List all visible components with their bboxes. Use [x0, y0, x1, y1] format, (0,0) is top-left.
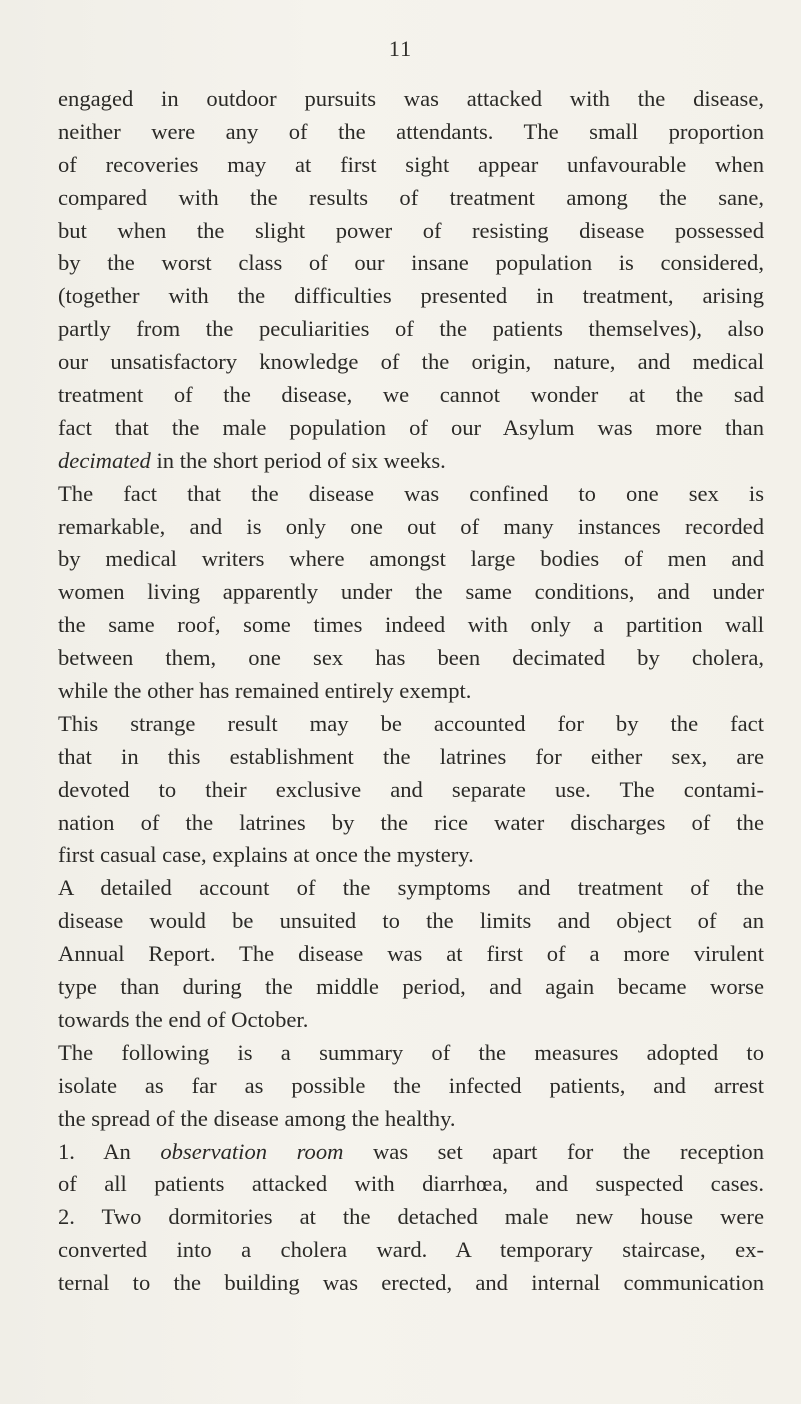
- text-line: disease would be unsuited to the limits and object of an: [58, 908, 764, 934]
- text-line: between them, one sex has been decimated by cholera,: [58, 645, 764, 671]
- text-line: women living apparently under the same conditions, and under: [58, 579, 764, 605]
- text-line: the same roof, some times indeed with only a partition wall: [58, 612, 764, 638]
- text-line: treatment of the disease, we cannot wonder at the sad: [58, 382, 764, 408]
- text-line: The fact that the disease was confined to one sex is: [58, 480, 764, 506]
- text-fragment: in the short period of six weeks.: [150, 447, 446, 473]
- text-line: but when the slight power of resisting disease possessed: [58, 217, 764, 243]
- text-line: of recoveries may at first sight appear unfavourable when: [58, 151, 764, 177]
- text-line: by medical writers where amongst large bodies of men and: [58, 546, 764, 572]
- text-line: towards the end of October.: [58, 1006, 309, 1032]
- text-line: devoted to their exclusive and separate use. The contami-: [58, 776, 764, 802]
- text-line: [58, 445, 764, 478]
- text-line: first casual case, explains at once the mystery.: [58, 842, 474, 868]
- text-line: our unsatisfactory knowledge of the origin, nature, and medical: [58, 349, 764, 375]
- text-line: nation of the latrines by the rice water discharges of the: [58, 809, 764, 835]
- text-line: the spread of the disease among the healthy.: [58, 1105, 456, 1131]
- text-line: engaged in outdoor pursuits was attacked with the disease,: [58, 86, 764, 111]
- text-fragment: 1. An: [58, 1138, 161, 1164]
- text-line: neither were any of the attendants. The small proportion: [58, 118, 764, 144]
- text-line: fact that the male population of our Asylum was more than: [58, 414, 764, 440]
- text-line: 2. Two dormitories at the detached male new house were: [58, 1204, 764, 1230]
- text-line: type than during the middle period, and again became worse: [58, 974, 764, 1000]
- text-line: of all patients attacked with diarrhœa, and suspected cases.: [58, 1171, 764, 1197]
- text-line: Annual Report. The disease was at first of a more virulent: [58, 941, 764, 967]
- text-line: ternal to the building was erected, and internal communication: [58, 1270, 764, 1296]
- text-line: [58, 1136, 764, 1169]
- text-line: This strange result may be accounted for by the fact: [58, 710, 764, 736]
- body-text: [58, 83, 764, 1300]
- page-number: 11: [388, 36, 413, 61]
- italic-text: decimated: [58, 447, 151, 473]
- text-line: remarkable, and is only one out of many instances recorded: [58, 513, 764, 539]
- italic-text: observation room: [160, 1138, 344, 1164]
- text-line: converted into a cholera ward. A temporary staircase, ex-: [58, 1237, 764, 1263]
- text-line: (together with the difficulties presented in treatment, arising: [58, 283, 764, 309]
- text-line: compared with the results of treatment among the sane,: [58, 184, 764, 210]
- text-line: by the worst class of our insane population is considered,: [58, 250, 764, 276]
- text-line: isolate as far as possible the infected patients, and arrest: [58, 1072, 764, 1098]
- text-line: The following is a summary of the measures adopted to: [58, 1039, 764, 1065]
- text-fragment: was set apart for the reception: [343, 1138, 765, 1164]
- text-line: A detailed account of the symptoms and treatment of the: [58, 875, 764, 901]
- text-line: partly from the peculiarities of the patients themselves), also: [58, 316, 764, 342]
- text-line: that in this establishment the latrines for either sex, are: [58, 743, 764, 769]
- text-line: while the other has remained entirely exempt.: [58, 678, 472, 704]
